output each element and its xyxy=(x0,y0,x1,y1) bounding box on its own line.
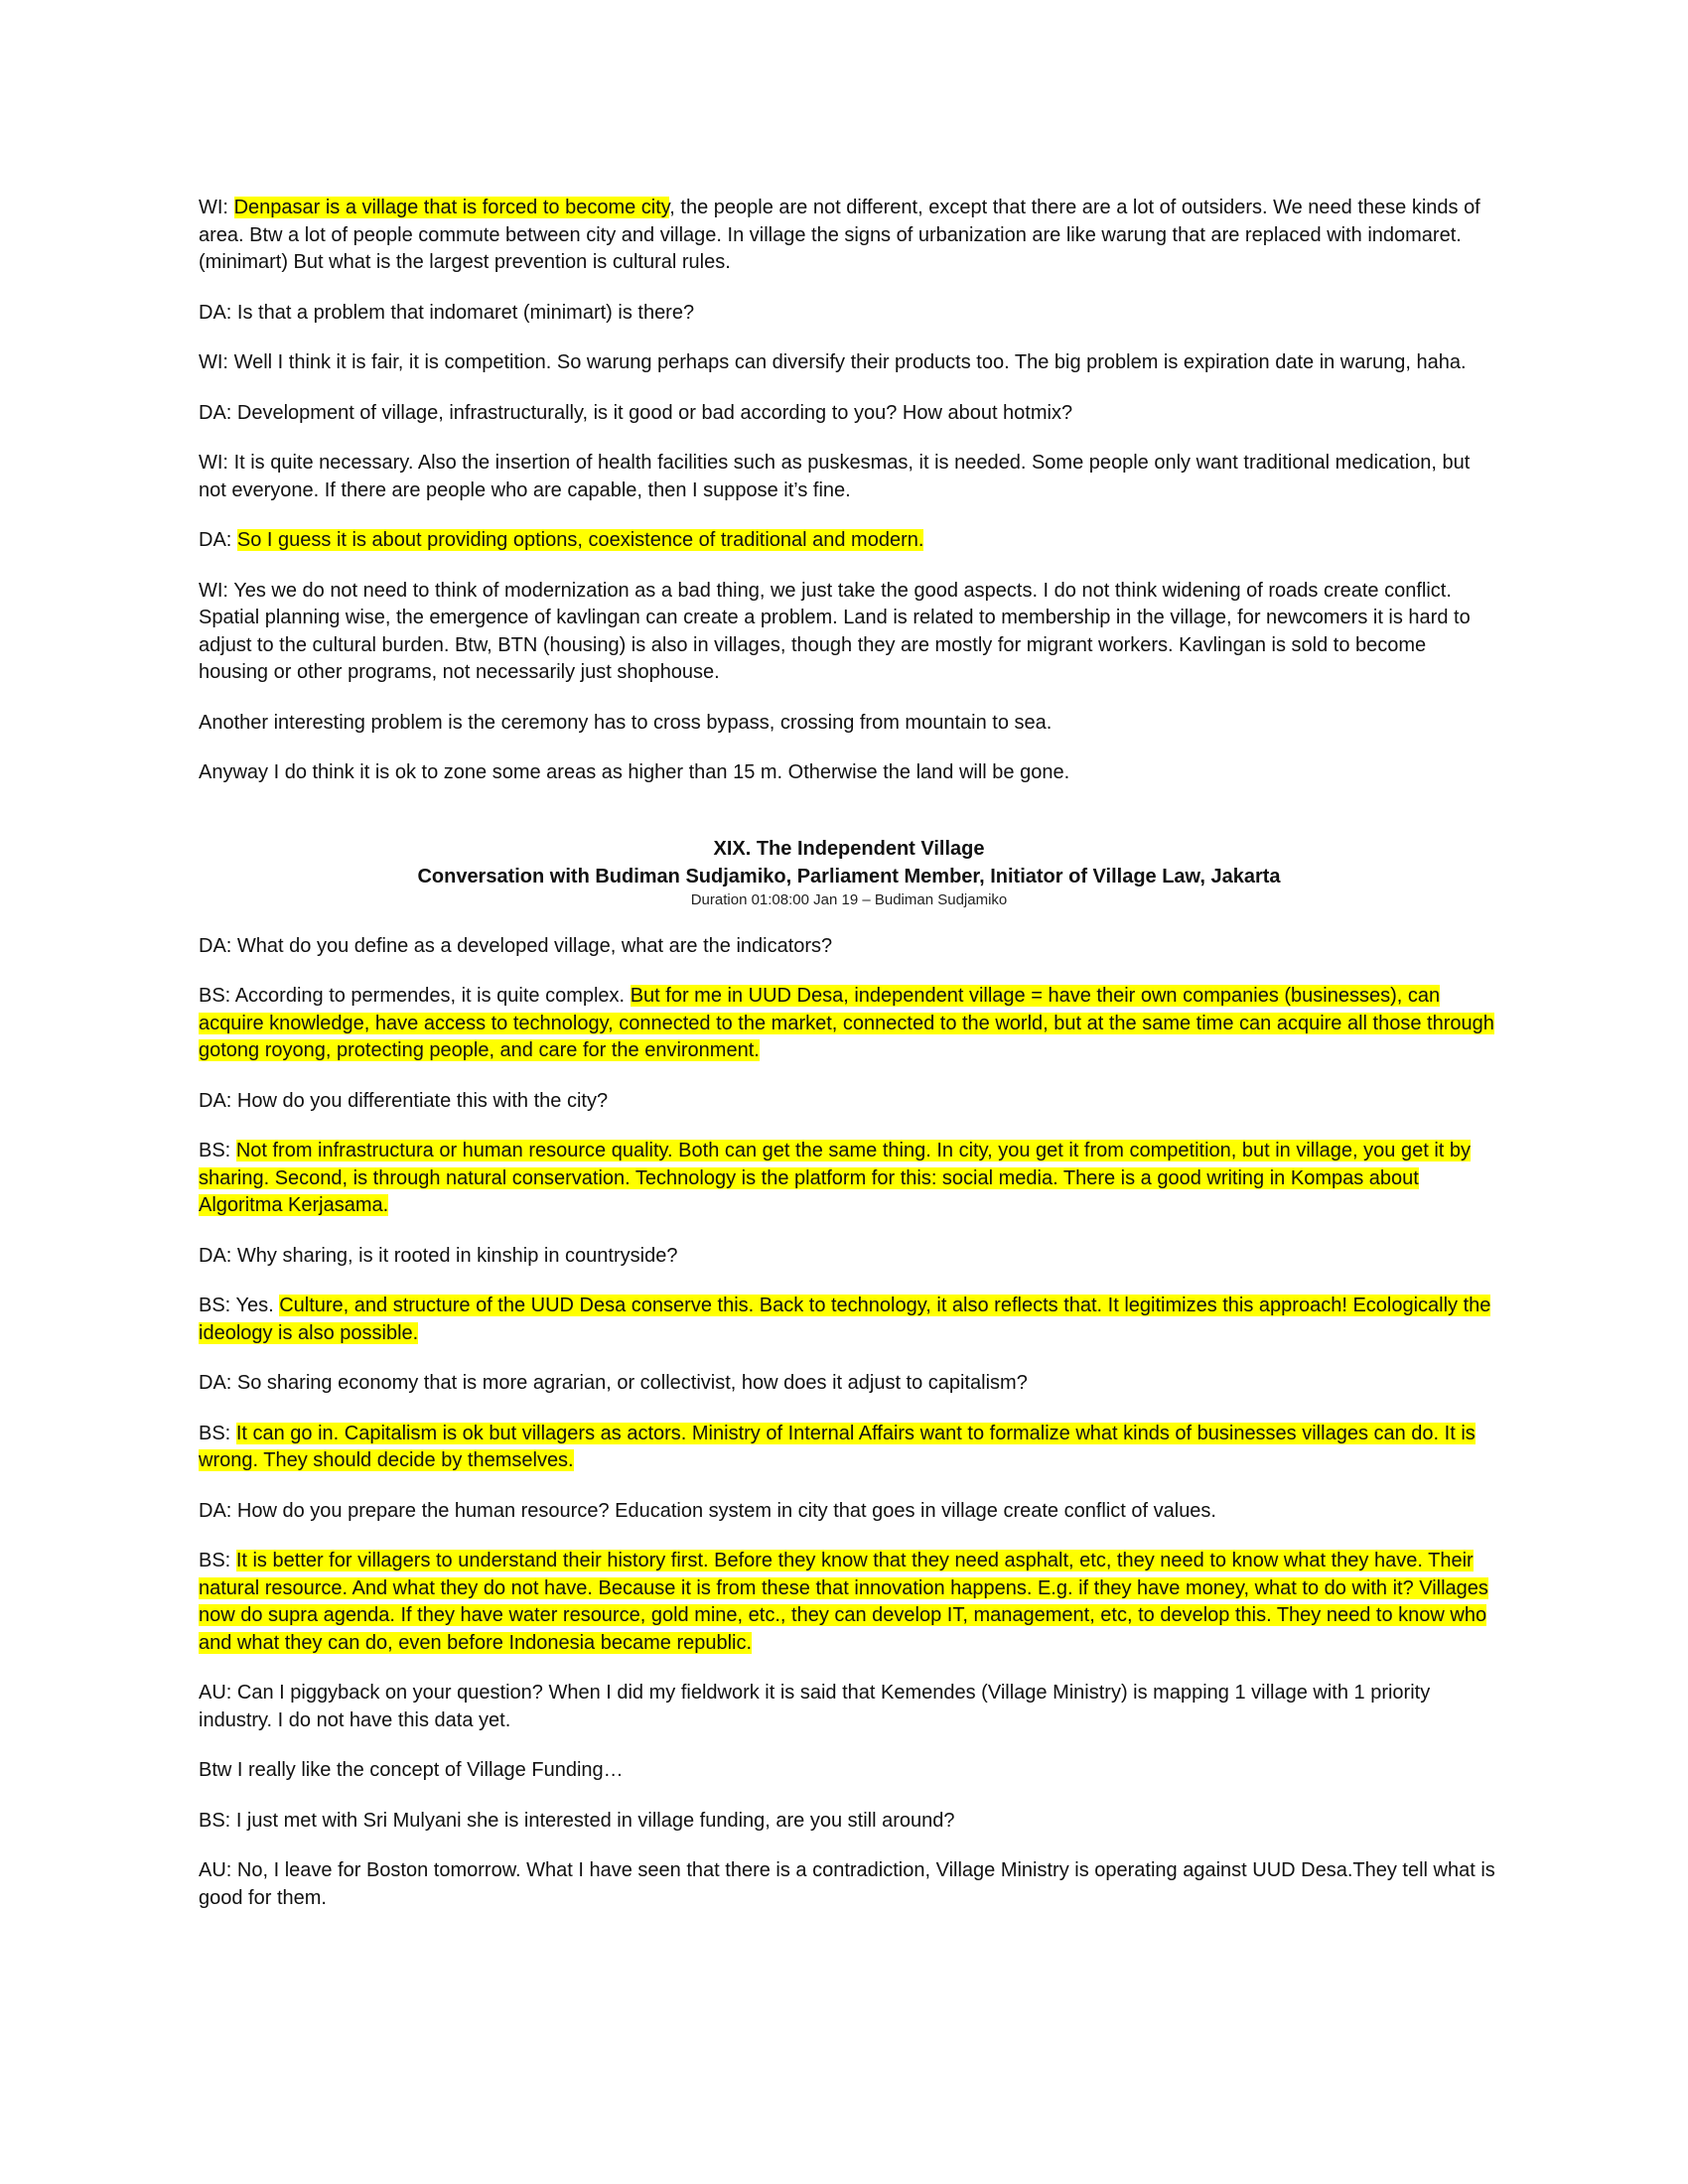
speaker-label: BS: xyxy=(199,1809,231,1832)
transcript-paragraph-1 xyxy=(199,195,1499,277)
speaker-label: BS: xyxy=(199,1550,231,1571)
paragraph-text: Well I think it is fair, it is competition. So warung perhaps can diversify their products too. The big problem is expiration date in warung, haha. xyxy=(233,351,1467,373)
speaker-label: BS: xyxy=(199,1295,231,1316)
paragraph-text: It is quite necessary. Also the insertion of health facilities such as puskesmas, it is needed. Some people only want traditional medication, but not everyone. If there are people who are capable, then I suppose it’s fine. xyxy=(199,452,1471,501)
speaker-label: DA: xyxy=(199,1499,232,1522)
transcript-paragraph-7 xyxy=(199,578,1499,687)
speaker-label: AU: xyxy=(199,1682,232,1704)
transcript-paragraph-15 xyxy=(199,1293,1499,1347)
transcript-paragraph-23 xyxy=(199,1857,1499,1912)
transcript-paragraph-11 xyxy=(199,983,1499,1065)
transcript-paragraph-3 xyxy=(199,349,1499,377)
paragraph-text: Development of village, infrastructurally, is it good or bad according to you? How about hotmix? xyxy=(236,401,1073,424)
transcript-paragraph-16 xyxy=(199,1370,1499,1398)
document-page xyxy=(199,195,1499,1935)
speaker-label: BS: xyxy=(199,985,231,1007)
paragraph-text: Why sharing, is it rooted in kinship in countryside? xyxy=(236,1244,678,1267)
paragraph-text: Yes. xyxy=(235,1295,274,1316)
transcript-paragraph-17 xyxy=(199,1421,1499,1475)
paragraph-text: I just met with Sri Mulyani she is interested in village funding, are you still around? xyxy=(235,1809,955,1832)
speaker-label: WI: xyxy=(199,452,228,474)
speaker-label: WI: xyxy=(199,351,228,373)
section-heading xyxy=(199,835,1499,910)
transcript-paragraph-19 xyxy=(199,1548,1499,1657)
transcript-paragraph-13 xyxy=(199,1138,1499,1220)
transcript-paragraph-6 xyxy=(199,527,1499,555)
transcript-paragraph-5 xyxy=(199,450,1499,504)
section-subtitle: Conversation with Budiman Sudjamiko, Parliament Member, Initiator of Village Law, Jakarta xyxy=(417,865,1281,887)
paragraph-text: Can I piggyback on your question? When I did my fieldwork it is said that Kemendes (Village Ministry) is mapping 1 village with 1 priority industry. I do not have this data yet. xyxy=(199,1682,1431,1731)
speaker-label: DA: xyxy=(199,301,232,324)
speaker-label: DA: xyxy=(199,401,232,424)
highlighted-text: Culture, and structure of the UUD Desa conserve this. Back to technology, it also reflects that. It legitimizes this approach! Ecologically the ideology is also possible. xyxy=(199,1295,1491,1344)
transcript-paragraph-9 xyxy=(199,759,1499,787)
speaker-label: BS: xyxy=(199,1140,231,1161)
paragraph-text: , the people are not different, except that there are a lot of outsiders. We need these kinds of area. Btw a lot of people commute between city and village. In village the signs of urbanization are like warung that are replaced with indomaret. (minimart) But what is the largest prevention is cultural rules. xyxy=(199,197,1480,273)
transcript-paragraph-8 xyxy=(199,710,1499,738)
paragraph-text: How do you prepare the human resource? Education system in city that goes in village create conflict of values. xyxy=(236,1499,1216,1522)
speaker-label: DA: xyxy=(199,1089,232,1112)
transcript-paragraph-12 xyxy=(199,1088,1499,1116)
speaker-label: DA: xyxy=(199,934,232,957)
paragraph-text: So sharing economy that is more agrarian, or collectivist, how does it adjust to capitalism? xyxy=(236,1372,1028,1394)
paragraph-text: Btw I really like the concept of Village Funding… xyxy=(199,1759,624,1781)
section-title: XIX. The Independent Village xyxy=(713,837,985,860)
transcript-paragraph-20 xyxy=(199,1680,1499,1734)
paragraph-text: How do you differentiate this with the city? xyxy=(236,1089,609,1112)
speaker-label: DA: xyxy=(199,1372,232,1394)
highlighted-text: But for me in UUD Desa, independent village = have their own companies (businesses), can acquire knowledge, have access to technology, connected to the market, connected to the world, but at the same time can acquire all those through gotong royong, protecting people, and care for the environment. xyxy=(199,985,1494,1061)
speaker-label: WI: xyxy=(199,579,228,602)
transcript-paragraph-21 xyxy=(199,1757,1499,1785)
highlighted-text: Denpasar is a village that is forced to become city xyxy=(233,197,670,218)
speaker-label: DA: xyxy=(199,529,232,551)
paragraph-text: According to permendes, it is quite complex. xyxy=(234,985,626,1007)
transcript-paragraph-2 xyxy=(199,300,1499,328)
speaker-label: WI: xyxy=(199,197,228,218)
speaker-label: AU: xyxy=(199,1859,232,1881)
highlighted-text: It can go in. Capitalism is ok but villagers as actors. Ministry of Internal Affairs want to formalize what kinds of businesses villages can do. It is wrong. They should decide by themselves. xyxy=(199,1422,1476,1471)
transcript-paragraph-14 xyxy=(199,1243,1499,1271)
transcript-paragraph-18 xyxy=(199,1498,1499,1526)
speaker-label: DA: xyxy=(199,1244,232,1267)
paragraph-text: Another interesting problem is the ceremony has to cross bypass, crossing from mountain to sea. xyxy=(199,711,1053,734)
paragraph-text: Is that a problem that indomaret (minimart) is there? xyxy=(236,301,695,324)
speaker-label: BS: xyxy=(199,1422,231,1444)
highlighted-text: Not from infrastructura or human resource quality. Both can get the same thing. In city, you get it from competition, but in village, you get it by sharing. Second, is through natural conservation. Technology is the platform for this: social media. There is a good writing in Kompas about Algoritma Kerjasama. xyxy=(199,1140,1472,1216)
paragraph-text: No, I leave for Boston tomorrow. What I have seen that there is a contradiction, Village Ministry is operating against UUD Desa.They tell what is good for them. xyxy=(199,1859,1495,1909)
paragraph-text: Anyway I do think it is ok to zone some areas as higher than 15 m. Otherwise the land will be gone. xyxy=(199,761,1070,783)
transcript-paragraph-22 xyxy=(199,1808,1499,1836)
highlighted-text: It is better for villagers to understand their history first. Before they know that they need asphalt, etc, they need to know what they have. Their natural resource. And what they do not have. Because it is from these that innovation happens. E.g. if they have money, what to do with it? Villages now do supra agenda. If they have water resource, gold mine, etc., they can develop IT, management, etc, to develop this. They need to know who and what they can do, even before Indonesia became republic. xyxy=(199,1550,1488,1654)
duration-note: Duration 01:08:00 Jan 19 – Budiman Sudjamiko xyxy=(690,890,1008,908)
paragraph-text: Yes we do not need to think of modernization as a bad thing, we just take the good aspects. I do not think widening of roads create conflict. Spatial planning wise, the emergence of kavlingan can create a problem. Land is related to membership in the village, for newcomers it is hard to adjust to the cultural burden. Btw, BTN (housing) is also in villages, though they are mostly for migrant workers. Kavlingan is sold to become housing or other programs, not necessarily just shophouse. xyxy=(199,579,1471,683)
transcript-paragraph-4 xyxy=(199,400,1499,428)
highlighted-text: So I guess it is about providing options, coexistence of traditional and modern. xyxy=(236,529,924,551)
paragraph-text: What do you define as a developed village, what are the indicators? xyxy=(236,934,833,957)
transcript-paragraph-10 xyxy=(199,933,1499,961)
